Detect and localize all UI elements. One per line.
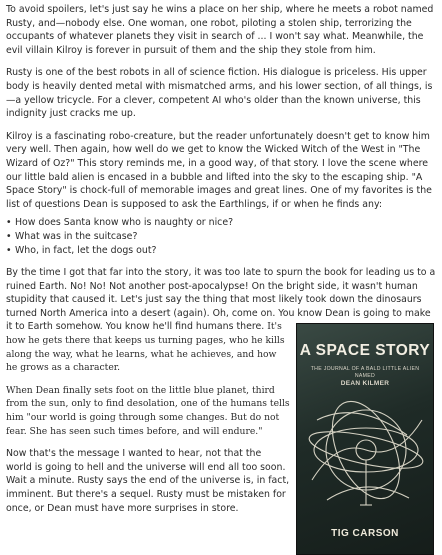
book-cover-image [296, 323, 434, 555]
paragraph-ruined-earth-part2: It's how he gets there that keeps us turning pages, who he kills along the way, what he learns, what he achieves, and how he grows as a character. [6, 321, 285, 374]
question-list [6, 216, 436, 257]
paragraph-rusty: Rusty is one of the best robots in all of science fiction. His dialogue is priceless. His upper body is heavily dented metal with mismatched arms, and his lower section, of all things, is—a yellow tricycle. For a clever, competent AI who's older than the known universe, this indignity just cracks me up. [6, 67, 433, 120]
paragraph-blue-planet: When Dean finally sets foot on the little blue planet, third from the sun, only to find desolation, one of the humans tells him "our world is going through some changes. But do not fear. She has seen such times before, and will endure." [6, 384, 290, 437]
list-item: • What was in the suitcase? [6, 230, 436, 244]
book-author: TIG CARSON [331, 527, 399, 539]
paragraph-ruined-earth-part1: By the time I got that far into the story, it was too late to spurn the book for leading us to a ruined Earth. No! No! Not another post-apocalypse! On the bright side, it wasn't human stupidity that caused it. Let's just say the thing that most likely took down the dinosaurs turned North America into a desert (again). Oh, come on. You know Dean is going to make it to Earth somehow. You know he'll find humans there. [6, 267, 436, 333]
book-subtitle-line1: THE JOURNAL OF A BALD LITTLE ALIEN NAMED [310, 366, 420, 380]
paragraph-message: Now that's the message I wanted to hear, not that the world is going to hell and the universe will end all too soon. Wait a minute. Rusty says the end of the universe is, in fact, imminent. But there's a sequel. Rusty must be mistaken for once, or Dean must have more surprises in store. [6, 448, 290, 514]
list-item: • Who, in fact, let the dogs out? [6, 244, 436, 258]
list-item: • How does Santa know who is naughty or nice? [6, 216, 436, 230]
planet-rings-illustration [297, 380, 434, 520]
paragraph-spoilers: To avoid spoilers, let's just say he wins a place on her ship, where he meets a robot named Rusty, and—nobody else. One woman, one robot, piloting a stolen ship, terrorizing the occupants of whatever planets they visit in search of ... I won't say what. Meanwhile, the evil villain Kilroy is forever in pursuit of them and the ship they stole from him. [6, 4, 434, 56]
book-cover [296, 323, 434, 555]
book-title: A SPACE STORY [299, 342, 431, 360]
paragraph-kilroy: Kilroy is a fascinating robo-creature, but the reader unfortunately doesn't get to know him very well. Then again, how well do we get to know the Wicked Witch of the West in "The Wizard of Oz?" This story reminds me, in a good way, of that story. I love the scene where our little bald alien is encased in a bubble and lifted into the sky to the escaping ship. "A Space Story" is chock-full of memorable images and great lines. One of my favorites is the list of questions Dean is supposed to ask the Earthlings, if or when he finds any: [6, 130, 432, 210]
book-subtitle-line2: DEAN KILMER [340, 380, 390, 388]
